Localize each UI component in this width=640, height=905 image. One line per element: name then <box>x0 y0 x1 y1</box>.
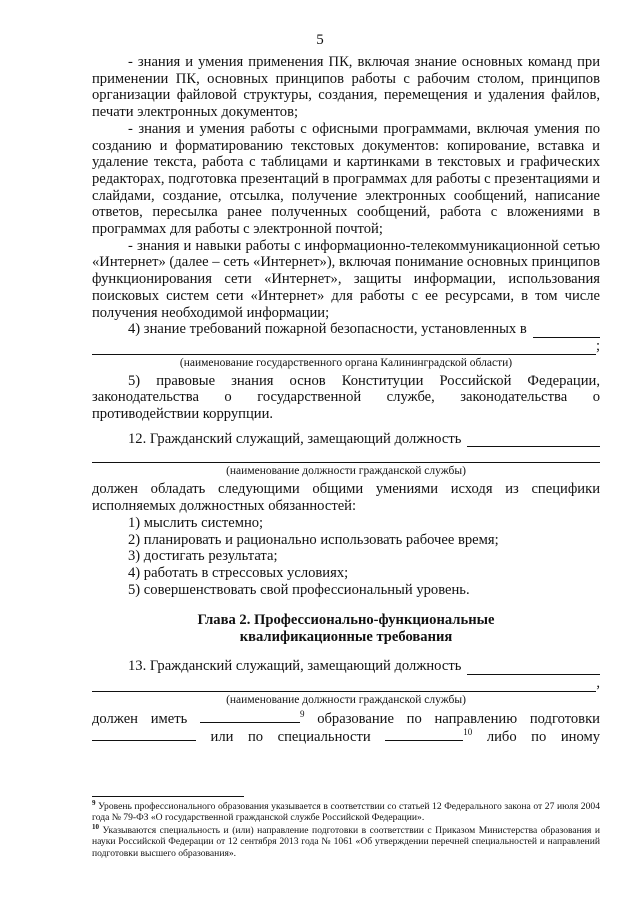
caption-government-body: (наименование государственного органа Калининградской области) <box>179 356 513 369</box>
education-line-2 <box>92 728 600 746</box>
item-13-text: 13. Гражданский служащий, замещающий должность <box>128 658 462 675</box>
body-text <box>92 54 600 745</box>
paragraph-pc-skills: - знания и умения применения ПК, включая знание основных команд при применении ПК, основных принципов работы с рабочим столом, принципов организации файловой структуры, создания, перемещения и удаления файлов, печати электронных документов; <box>92 54 600 121</box>
item-12-blank[interactable] <box>467 434 600 447</box>
item-4-blank-full[interactable] <box>92 342 596 355</box>
item-4-line2 <box>92 338 600 355</box>
item-12-blank-full[interactable] <box>92 447 600 463</box>
education-line-1 <box>92 710 600 728</box>
caption-position-2: (наименование должности гражданской службы) <box>226 693 466 706</box>
item-4-blank[interactable] <box>533 325 600 338</box>
specialty-blank[interactable] <box>385 728 463 741</box>
footnote-10: $^{10}$ Указываются специальность и (или) направление подготовки в соответствии с Приказом Министерства образования и науки Российской Федерации от 12 сентября 2013 года № 1061 «Об утверждении перечней специальностей и направлений подготовки высшего образования». <box>92 822 600 859</box>
page-number: 5 <box>316 32 324 48</box>
skills-list <box>92 515 600 599</box>
footnote-ref-9: 9 <box>299 708 305 719</box>
paragraph-item-5: 5) правовые знания основ Конституции Российской Федерации, законодательства о государственной службе, законодательства о противодействии коррупции. <box>92 372 600 423</box>
list-item: 1) мыслить системно; <box>128 514 264 531</box>
direction-blank[interactable] <box>92 728 196 741</box>
education-text-a: должен иметь <box>92 710 188 727</box>
caption-position: (наименование должности гражданской службы) <box>226 465 466 478</box>
education-text-d: либо по иному <box>486 728 600 745</box>
chapter-heading-line1: Глава 2. Профессионально-функциональные <box>197 612 495 629</box>
list-item: 5) совершенствовать свой профессиональный уровень. <box>128 581 470 598</box>
paragraph-office-skills: - знания и умения работы с офисными программами, включая умения по созданию и форматированию текстовых документов: копирование, вставка и удаление текста, работа с таблицами и картинками в текстовых и графических редакторах, подготовка презентаций в программах для работы с презентациями и слайдами, создание, отсылка, получение электронных сообщений, написание ответов, пересылка ранее полученных сообщений, работа с вложениями в программах для работы с электронной почтой; <box>92 120 600 238</box>
item-4-end: ; <box>595 337 600 354</box>
footnote-ref-10: 10 <box>463 726 473 737</box>
paragraph-internet-skills: - знания и навыки работы с информационно-телекоммуникационной сетью «Интернет» (далее – сеть «Интернет»), включая понимание основных принципов функционирования сети «Интернет», защиты информации, использования поисковых систем сети «Интернет» для работы с ее ресурсами, в том числе получения необходимой информации; <box>92 237 600 321</box>
education-text-b: образование по направлению подготовки <box>317 710 600 727</box>
item-12-line <box>92 431 600 448</box>
item-13-line <box>92 658 600 675</box>
list-item: 3) достигать результата; <box>128 548 278 565</box>
chapter-heading <box>92 612 600 646</box>
paragraph-item-12-body: должен обладать следующими общими умениями исходя из специфики исполняемых должностных обязанностей: <box>92 481 600 515</box>
list-item: 2) планировать и рационально использовать рабочее время; <box>128 531 499 548</box>
item-12-text: 12. Гражданский служащий, замещающий должность <box>128 430 462 447</box>
item-4-text: 4) знание требований пожарной безопасности, установленных в <box>128 321 527 338</box>
item-13-blank-full[interactable] <box>92 679 596 692</box>
education-level-blank[interactable] <box>200 710 300 723</box>
chapter-heading-line2: квалификационные требования <box>239 629 453 646</box>
item-4-line <box>92 321 600 338</box>
education-text-c: или по специальности <box>210 728 371 745</box>
item-13-line2 <box>92 675 600 692</box>
footnote-separator <box>92 796 244 797</box>
footnote-9: $^9$ Уровень профессионального образования указывается в соответствии со статьей 12 Федерального закона от 27 июля 2004 года № 79-ФЗ «О государственной гражданской службе Российской Федерации». <box>92 798 600 824</box>
item-13-blank[interactable] <box>467 662 600 675</box>
list-item: 4) работать в стрессовых условиях; <box>128 564 349 581</box>
item-13-end: , <box>596 675 600 692</box>
